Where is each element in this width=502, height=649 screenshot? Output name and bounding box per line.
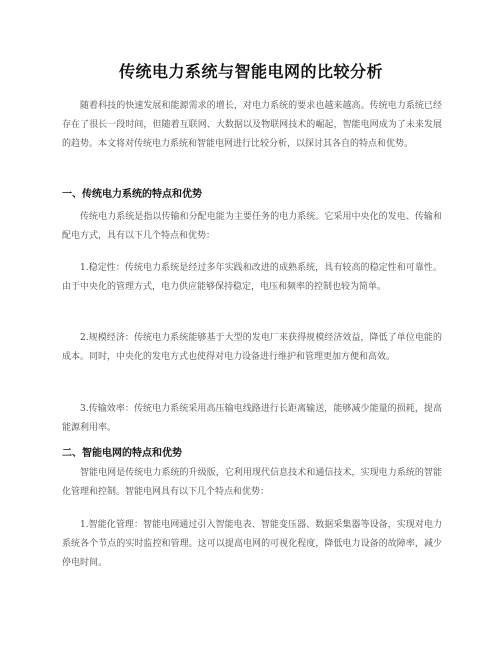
document-title: 传统电力系统与智能电网的比较分析 bbox=[118, 62, 383, 81]
section1-intro-paragraph: 传统电力系统是指以传输和分配电能为主要任务的电力系统。它采用中央化的发电、传输和配电方式，具有以下几个特点和优势： bbox=[62, 212, 442, 241]
section1-point2-paragraph: 2.规模经济：传统电力系统能够基于大型的发电厂来获得规模经济效益，降低了单位电能的成本。同时，中央化的发电方式也使得对电力设备进行维护和管理更加方便和高效。 bbox=[62, 333, 442, 362]
section2-intro-paragraph: 智能电网是传统电力系统的升级版，它利用现代信息技术和通信技术，实现电力系统的智能化管理和控制。智能电网具有以下几个特点和优势： bbox=[62, 468, 442, 497]
section1-point3-paragraph: 3.传输效率：传统电力系统采用高压输电线路进行长距离输送，能够减少能量的损耗，提高能源利用率。 bbox=[62, 404, 442, 433]
intro-paragraph: 随着科技的快速发展和能源需求的增长，对电力系统的要求也越来越高。传统电力系统已经存在了很长一段时间，但随着互联网、大数据以及物联网技术的崛起，智能电网成为了未来发展的趋势。本文将对传统电力系统和智能电网进行比较分析，以探讨其各自的特点和优势。 bbox=[62, 101, 442, 149]
section1-heading: 一、传统电力系统的特点和优势 bbox=[62, 189, 202, 200]
section2-point1-paragraph: 1.智能化管理：智能电网通过引入智能电表、智能变压器、数据采集器等设备，实现对电力系统各个节点的实时监控和管理。这可以提高电网的可视化程度，降低电力设备的故障率，减少停电时间。 bbox=[62, 520, 442, 568]
section1-point1-paragraph: 1.稳定性：传统电力系统是经过多年实践和改进的成熟系统，具有较高的稳定性和可靠性。由于中央化的管理方式，电力供应能够保持稳定，电压和频率的控制也较为简单。 bbox=[62, 263, 442, 292]
section2-heading: 二、智能电网的特点和优势 bbox=[62, 448, 182, 459]
